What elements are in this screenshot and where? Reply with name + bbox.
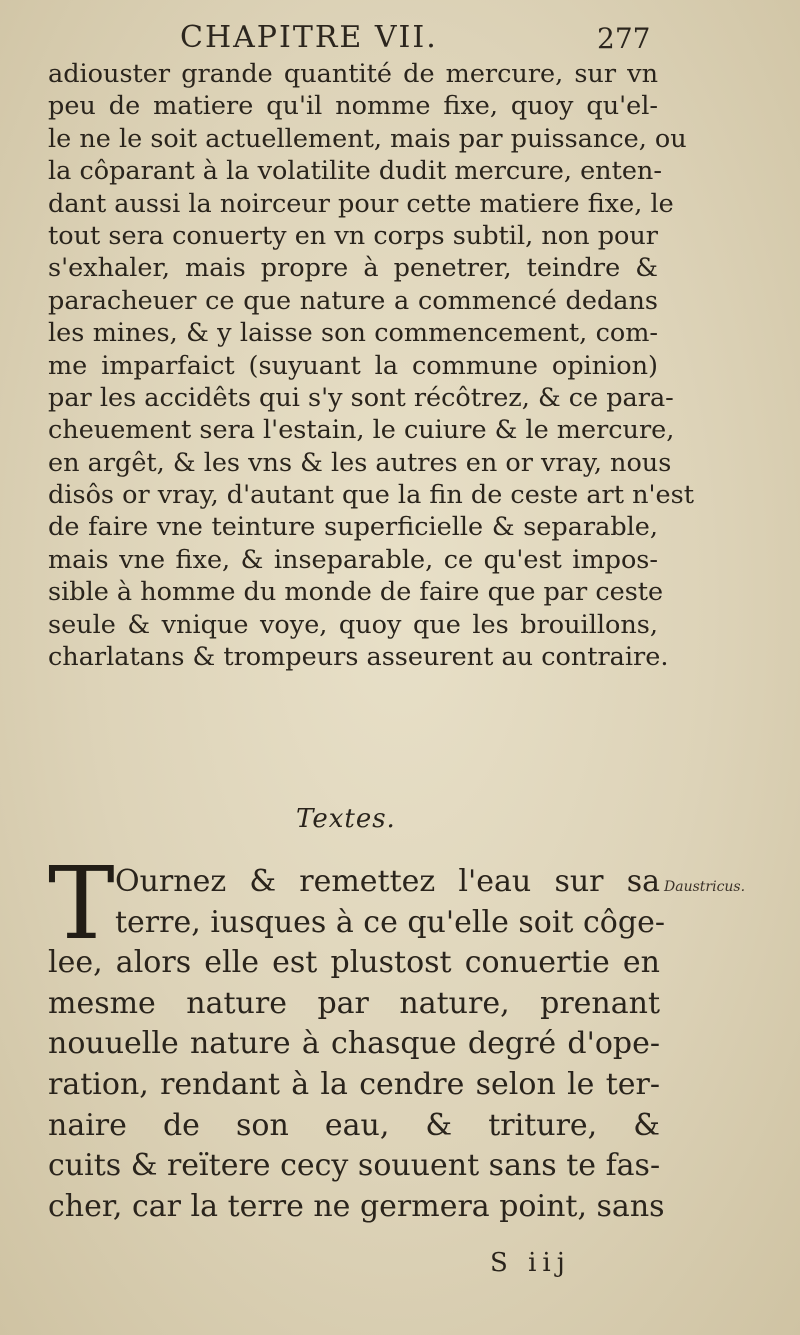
body-line: la côparant à la volatilite dudit mercure, enten-: [48, 156, 662, 187]
signature-mark: S iij: [490, 1248, 571, 1278]
text-line: naire de son eau, & triture, &: [48, 1107, 660, 1143]
text-line: Ournez & remettez l'eau sur sa: [115, 864, 660, 899]
margin-note: Daustricus.: [664, 879, 746, 895]
body-line: tout sera conuerty en vn corps subtil, non pour: [48, 220, 658, 251]
body-line: les mines, & y laisse son commencement, com-: [48, 318, 658, 349]
page-number: 277: [597, 22, 651, 55]
text-line: cher, car la terre ne germera point, sans: [48, 1188, 665, 1224]
text-line: ration, rendant à la cendre selon le ter-: [48, 1066, 660, 1102]
page-header: [0, 18, 800, 58]
body-line: par les accidêts qui s'y sont récôtrez, & ce para-: [48, 382, 674, 413]
section-title: Textes.: [296, 804, 396, 834]
body-line: seule & vnique voye, quoy que les brouillons,: [48, 609, 658, 640]
running-title: CHAPITRE VII.: [180, 20, 438, 55]
body-line: peu de matiere qu'il nomme fixe, quoy qu'el-: [48, 91, 658, 122]
body-line: me imparfaict (suyuant la commune opinion): [48, 350, 658, 381]
body-line: de faire vne teinture superficielle & separable,: [48, 512, 658, 543]
body-line: paracheuer ce que nature a commencé dedans: [48, 285, 658, 316]
body-line: le ne le soit actuellement, mais par puissance, ou: [48, 123, 687, 154]
drop-cap: T: [48, 845, 115, 962]
body-line: mais vne fixe, & inseparable, ce qu'est impos-: [48, 544, 658, 575]
body-line: cheuement sera l'estain, le cuiure & le mercure,: [48, 415, 675, 446]
text-line: nouuelle nature à chasque degré d'ope-: [48, 1026, 660, 1062]
body-line: en argêt, & les vns & les autres en or vray, nous: [48, 447, 672, 478]
body-line: charlatans & trompeurs asseurent au contraire.: [48, 642, 669, 673]
body-line: dant aussi la noirceur pour cette matiere fixe, le: [48, 188, 674, 219]
text-block: [48, 845, 665, 1227]
body-line: sible à homme du monde de faire que par ceste: [48, 577, 664, 608]
text-line: cuits & reïtere cecy souuent sans te fas-: [48, 1148, 661, 1184]
body-text: [48, 58, 694, 673]
body-line: s'exhaler, mais propre à penetrer, teindre &: [48, 253, 658, 284]
body-line: adiouster grande quantité de mercure, sur vn: [48, 59, 658, 89]
text-line: mesme nature par nature, prenant: [48, 985, 660, 1021]
body-line: disôs or vray, d'autant que la fin de ceste art n'est: [48, 480, 694, 511]
text-line: terre, iusques à ce qu'elle soit côge-: [115, 904, 665, 940]
text-line: lee, alors elle est plustost conuertie en: [48, 945, 660, 981]
